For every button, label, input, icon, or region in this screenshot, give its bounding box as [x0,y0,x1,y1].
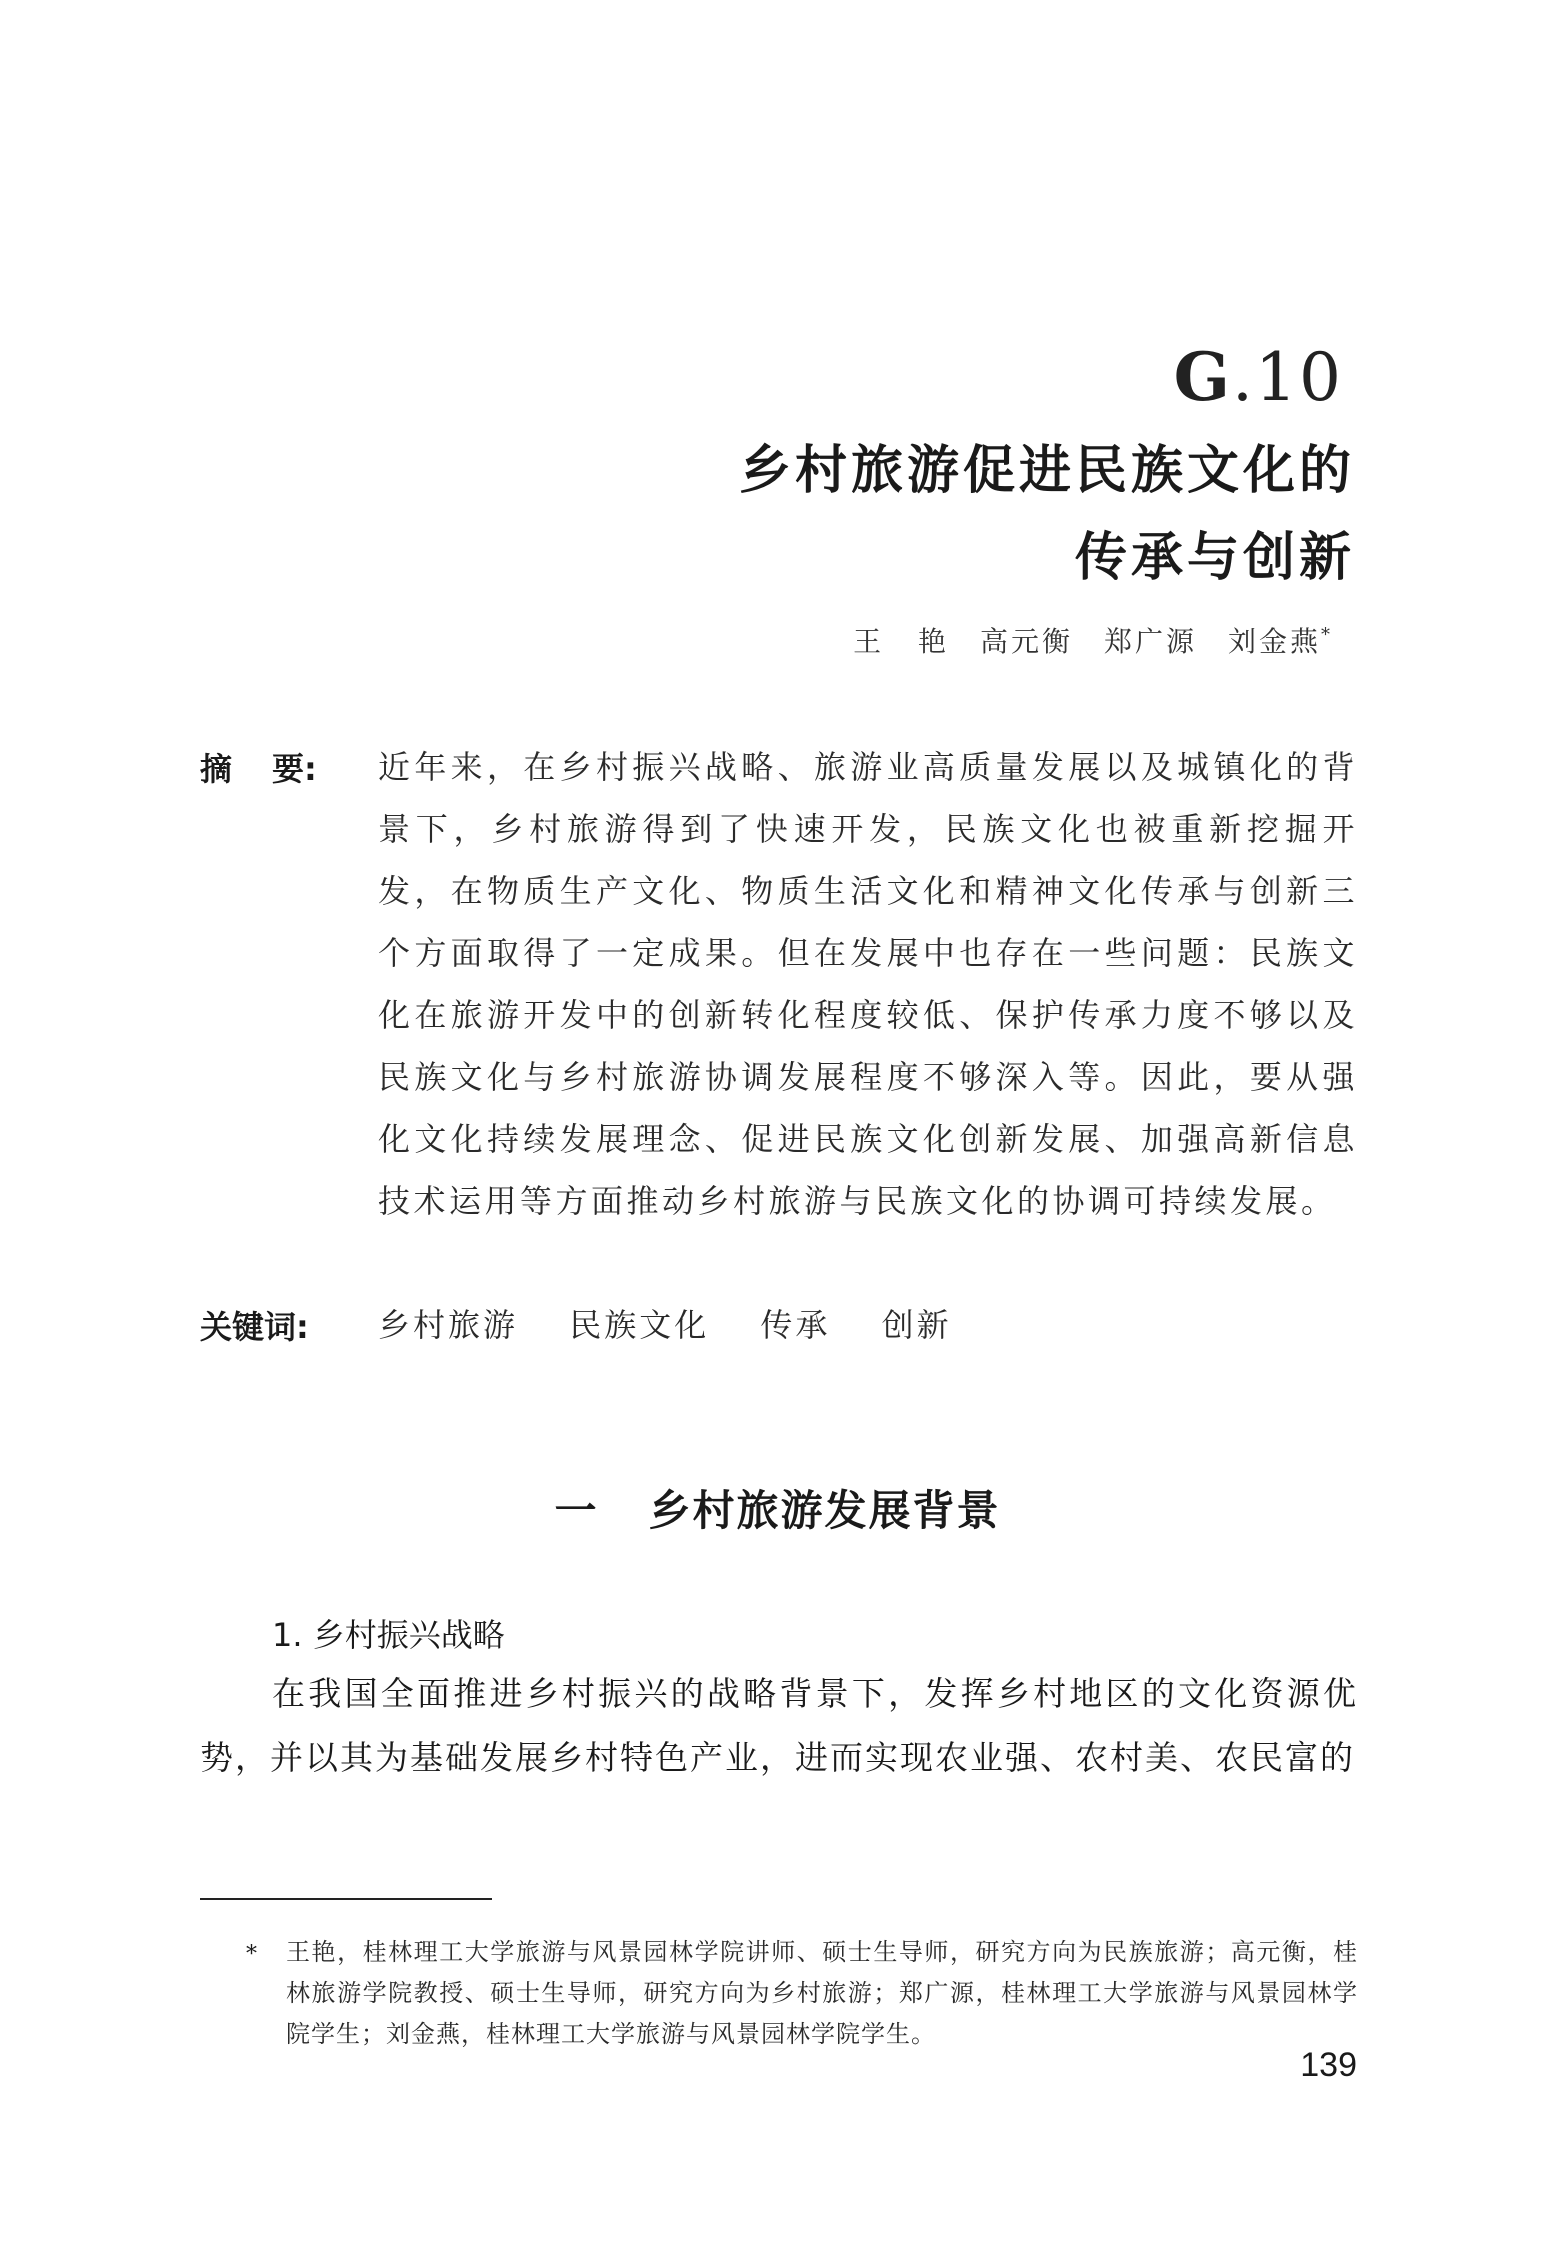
chapter-title-line1: 乡村旅游促进民族文化的 [738,441,1355,501]
footnote-text: 王艳，桂林理工大学旅游与风景园林学院讲师、硕士生导师，研究方向为民族旅游；高元衡，桂林旅游学院教授、硕士生导师，研究方向为乡村旅游；郑广源，桂林理工大学旅游与风景园林学院学生；刘金燕，桂林理工大学旅游与风景园林学院学生。 [286,1938,1358,2048]
footnote-mark: * [246,1942,257,1967]
chapter-title-line2: 传承与创新 [1074,528,1355,588]
keyword: 创新 [881,1306,952,1344]
keyword: 传承 [760,1306,831,1344]
keywords-label: 关键词: [200,1308,309,1346]
keyword: 民族文化 [569,1306,710,1344]
body-paragraph: 在我国全面推进乡村振兴的战略背景下，发挥乡村地区的文化资源优势，并以其为基础发展乡村特色产业，进而实现农业强、农村美、农民富的 [200,1674,1358,1777]
page-number: 139 [1300,2046,1357,2084]
abstract-label-b: 要: [272,750,317,788]
section-number: 一 [554,1486,599,1535]
chapter-digits: .10 [1232,339,1343,416]
section-title: 乡村旅游发展背景 [648,1486,1001,1535]
footnote [248,1932,1358,2055]
keywords-list [378,1300,990,1346]
abstract-label-a: 摘 [200,750,233,788]
abstract-label [200,744,317,790]
author-footnote-mark: * [1321,624,1333,646]
subsection-heading: 1. 乡村振兴战略 [272,1616,505,1654]
section-heading [0,1478,1555,1538]
author-list [853,620,1333,660]
author-names: 王 艳 高元衡 郑广源 刘金燕 [853,625,1321,658]
chapter-letter: G [1173,338,1233,416]
abstract-text: 近年来，在乡村振兴战略、旅游业高质量发展以及城镇化的背景下，乡村旅游得到了快速开发，民族文化也被重新挖掘开发，在物质生产文化、物质生活文化和精神文化传承与创新三个方面取得了一定成果。但在发展中也存在一些问题：民族文化在旅游开发中的创新转化程度较低、保护传承力度不够以及民族文化与乡村旅游协调发展程度不够深入等。因此，要从强化文化持续发展理念、促进民族文化创新发展、加强高新信息技术运用等方面推动乡村旅游与民族文化的协调可持续发展。 [378,748,1358,1220]
keyword: 乡村旅游 [378,1306,519,1344]
chapter-number [1174,338,1343,416]
footnote-divider [200,1898,492,1900]
